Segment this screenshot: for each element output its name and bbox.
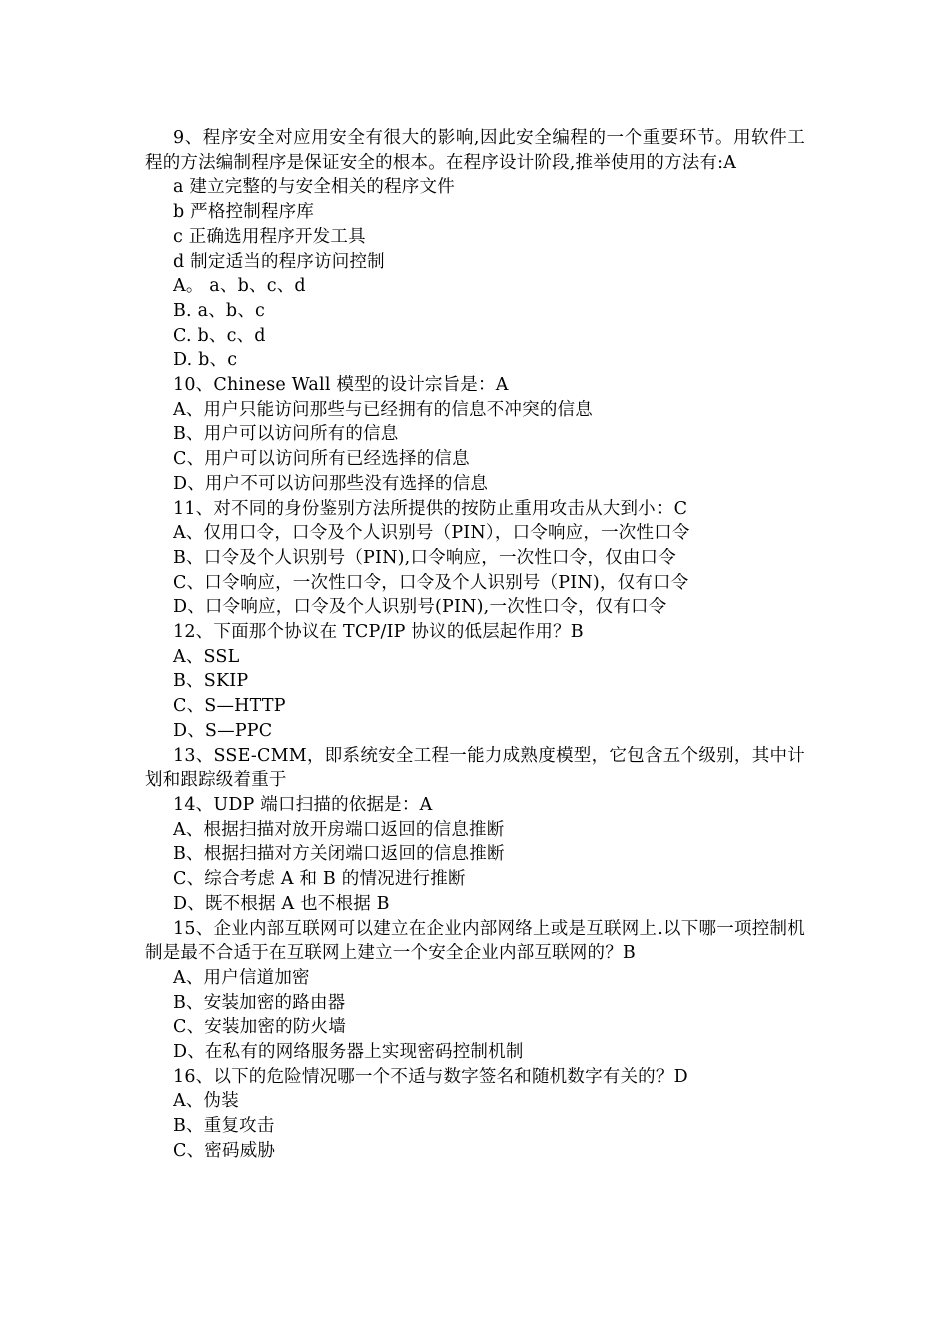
- question-14-stem: 14、UDP 端口扫描的依据是：A: [173, 794, 433, 815]
- question-10-stem: 10、Chinese Wall 模型的设计宗旨是：A: [173, 375, 509, 396]
- document-page: [145, 126, 805, 1164]
- q12-option-b: B、SKIP: [173, 671, 249, 692]
- q10-option-d: D、用户不可以访问那些没有选择的信息: [173, 473, 489, 494]
- q16-option-a: A、伪装: [173, 1091, 239, 1112]
- q9-option-b: B. a、b、c: [173, 300, 266, 321]
- q14-option-b: B、根据扫描对方关闭端口返回的信息推断: [173, 844, 505, 865]
- q10-option-c: C、用户可以访问所有已经选择的信息: [173, 449, 470, 470]
- q15-option-c: C、安装加密的防火墙: [173, 1017, 346, 1038]
- q12-option-d: D、S—PPC: [173, 720, 273, 741]
- q9-option-d: D. b、c: [173, 350, 238, 371]
- q11-option-a: A、仅用口令，口令及个人识别号（PIN），口令响应，一次性口令: [173, 523, 690, 544]
- q15-option-d: D、在私有的网络服务器上实现密码控制机制: [173, 1042, 524, 1063]
- q15-option-a: A、用户信道加密: [173, 967, 310, 988]
- q14-option-c: C、综合考虑 A 和 B 的情况进行推断: [173, 869, 466, 890]
- q11-option-c: C、口令响应，一次性口令，口令及个人识别号（PIN)，仅有口令: [173, 572, 689, 593]
- q9-option-a: A。 a、b、c、d: [173, 276, 306, 297]
- question-16-stem: 16、以下的危险情况哪一个不适与数字签名和随机数字有关的？D: [173, 1066, 688, 1087]
- question-15-stem: 15、企业内部互联网可以建立在企业内部网络上或是互联网上.以下哪一项控制机制是最不合适于在互联网上建立一个安全企业内部互联网的？B: [145, 918, 805, 964]
- q10-option-b: B、用户可以访问所有的信息: [173, 424, 399, 445]
- q9-item-c: c 正确选用程序开发工具: [173, 226, 366, 247]
- q9-option-c: C. b、c、d: [173, 325, 266, 346]
- q11-option-b: B、口令及个人识别号（PIN),口令响应，一次性口令，仅由口令: [173, 547, 676, 568]
- question-9-stem: 9、程序安全对应用安全有很大的影响,因此安全编程的一个重要环节。用软件工程的方法编制程序是保证安全的根本。在程序设计阶段,推举使用的方法有:A: [145, 128, 805, 173]
- question-11-stem: 11、对不同的身份鉴别方法所提供的按防止重用攻击从大到小：C: [173, 498, 688, 519]
- q12-option-a: A、SSL: [173, 646, 240, 667]
- q14-option-d: D、既不根据 A 也不根据 B: [173, 893, 390, 914]
- q15-option-b: B、安装加密的路由器: [173, 992, 346, 1013]
- q9-item-a: a 建立完整的与安全相关的程序文件: [173, 177, 455, 198]
- q12-option-c: C、S—HTTP: [173, 696, 286, 717]
- question-13-stem: 13、SSE-CMM，即系统安全工程一能力成熟度模型，它包含五个级别，其中计划和跟踪级着重于: [145, 745, 805, 791]
- q10-option-a: A、用户只能访问那些与已经拥有的信息不冲突的信息: [173, 399, 593, 420]
- q11-option-d: D、口令响应，口令及个人识别号(PIN),一次性口令，仅有口令: [173, 597, 667, 618]
- question-12-stem: 12、下面那个协议在 TCP/IP 协议的低层起作用？B: [173, 622, 584, 643]
- q16-option-b: B、重复攻击: [173, 1116, 275, 1137]
- q14-option-a: A、根据扫描对放开房端口返回的信息推断: [173, 819, 505, 840]
- q9-item-d: d 制定适当的程序访问控制: [173, 251, 385, 272]
- q9-item-b: b 严格控制程序库: [173, 202, 315, 223]
- q16-option-c: C、密码威胁: [173, 1140, 276, 1161]
